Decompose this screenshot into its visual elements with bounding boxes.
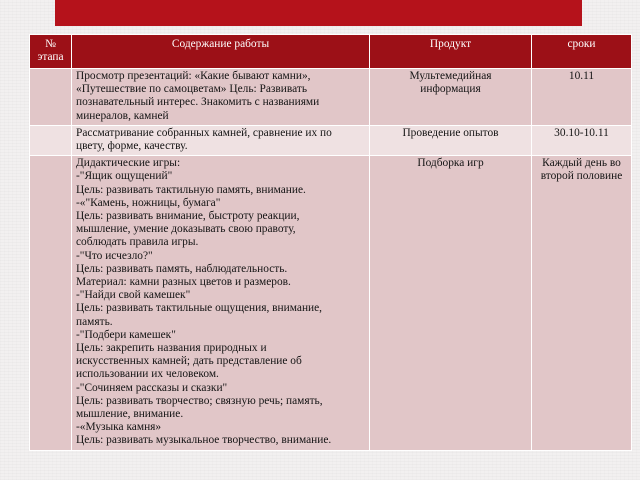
dates-line: 30.10-10.11 — [554, 126, 609, 139]
content-line: -"Найди свой камешек" — [76, 289, 191, 302]
product-line: информация — [420, 83, 481, 96]
content-line: Просмотр презентаций: «Какие бывают камни», — [76, 70, 311, 82]
cell-product — [370, 125, 532, 155]
content-line: -«"Камень, ножницы, бумага" — [76, 196, 221, 209]
dates-line: второй половине — [540, 170, 623, 183]
cell-dates — [532, 125, 632, 155]
content-line: Дидактические игры: — [76, 157, 181, 170]
content-line: -"Сочиняем рассказы и сказки" — [76, 381, 228, 394]
cell-dates — [532, 69, 632, 126]
content-line: -"Ящик ощущений" — [76, 170, 173, 183]
content-line: -"Подбери камешек" — [76, 328, 176, 341]
content-line: Цель: развивать внимание, быстроту реакции, — [76, 210, 300, 223]
cell-content — [72, 156, 370, 450]
table-row — [30, 156, 632, 450]
work-plan-table — [29, 34, 632, 451]
header-content: Содержание работы — [72, 35, 370, 69]
content-line: Цель: развивать тактильную память, внимание. — [76, 183, 306, 196]
content-line: Цель: закрепить названия природных и — [76, 342, 267, 355]
content-line: цвету, форме, качеству. — [76, 140, 188, 153]
cell-content — [72, 125, 370, 155]
table-header-row — [30, 35, 632, 69]
cell-content — [72, 69, 370, 126]
cell-stage — [30, 69, 72, 126]
content-line: минералов, камней — [76, 109, 169, 122]
dates-line: Каждый день во — [542, 157, 621, 170]
content-line: искусственных камней; дать представление об — [76, 355, 302, 368]
table-row — [30, 69, 632, 126]
content-line: память. — [76, 315, 113, 328]
product-line: Подборка игр — [417, 157, 484, 170]
content-line: Материал: камни разных цветов и размеров. — [76, 276, 291, 289]
content-line: Цель: развивать музыкальное творчество, внимание. — [76, 434, 332, 447]
cell-dates — [532, 156, 632, 450]
product-line: Мультемедийная — [409, 70, 492, 82]
content-line: -«Музыка камня» — [76, 421, 162, 434]
title-banner — [55, 0, 582, 26]
content-line: Цель: развивать память, наблюдательность. — [76, 262, 288, 275]
cell-product — [370, 156, 532, 450]
content-line: -"Что исчезло?" — [76, 249, 153, 262]
content-line: соблюдать правила игры. — [76, 236, 199, 249]
header-product: Продукт — [370, 35, 532, 69]
content-line: Рассматривание собранных камней, сравнение их по — [76, 126, 332, 139]
cell-product — [370, 69, 532, 126]
content-line: познавательный интерес. Знакомить с названиями — [76, 96, 320, 109]
content-line: «Путешествие по самоцветам» Цель: Развивать — [76, 83, 308, 96]
content-line: Цель: развивать тактильные ощущения, внимание, — [76, 302, 323, 315]
cell-stage — [30, 125, 72, 155]
content-line: мышление, умение доказывать свою правоту, — [76, 223, 296, 236]
content-line: мышление, внимание. — [76, 408, 184, 421]
header-stage: № этапа — [30, 35, 72, 69]
cell-stage — [30, 156, 72, 450]
product-line: Проведение опытов — [402, 126, 499, 139]
dates-line: 10.11 — [568, 70, 595, 82]
table-row — [30, 125, 632, 155]
content-line: использовании их человеком. — [76, 368, 219, 381]
header-dates: сроки — [532, 35, 632, 69]
content-line: Цель: развивать творчество; связную речь; память, — [76, 394, 323, 407]
